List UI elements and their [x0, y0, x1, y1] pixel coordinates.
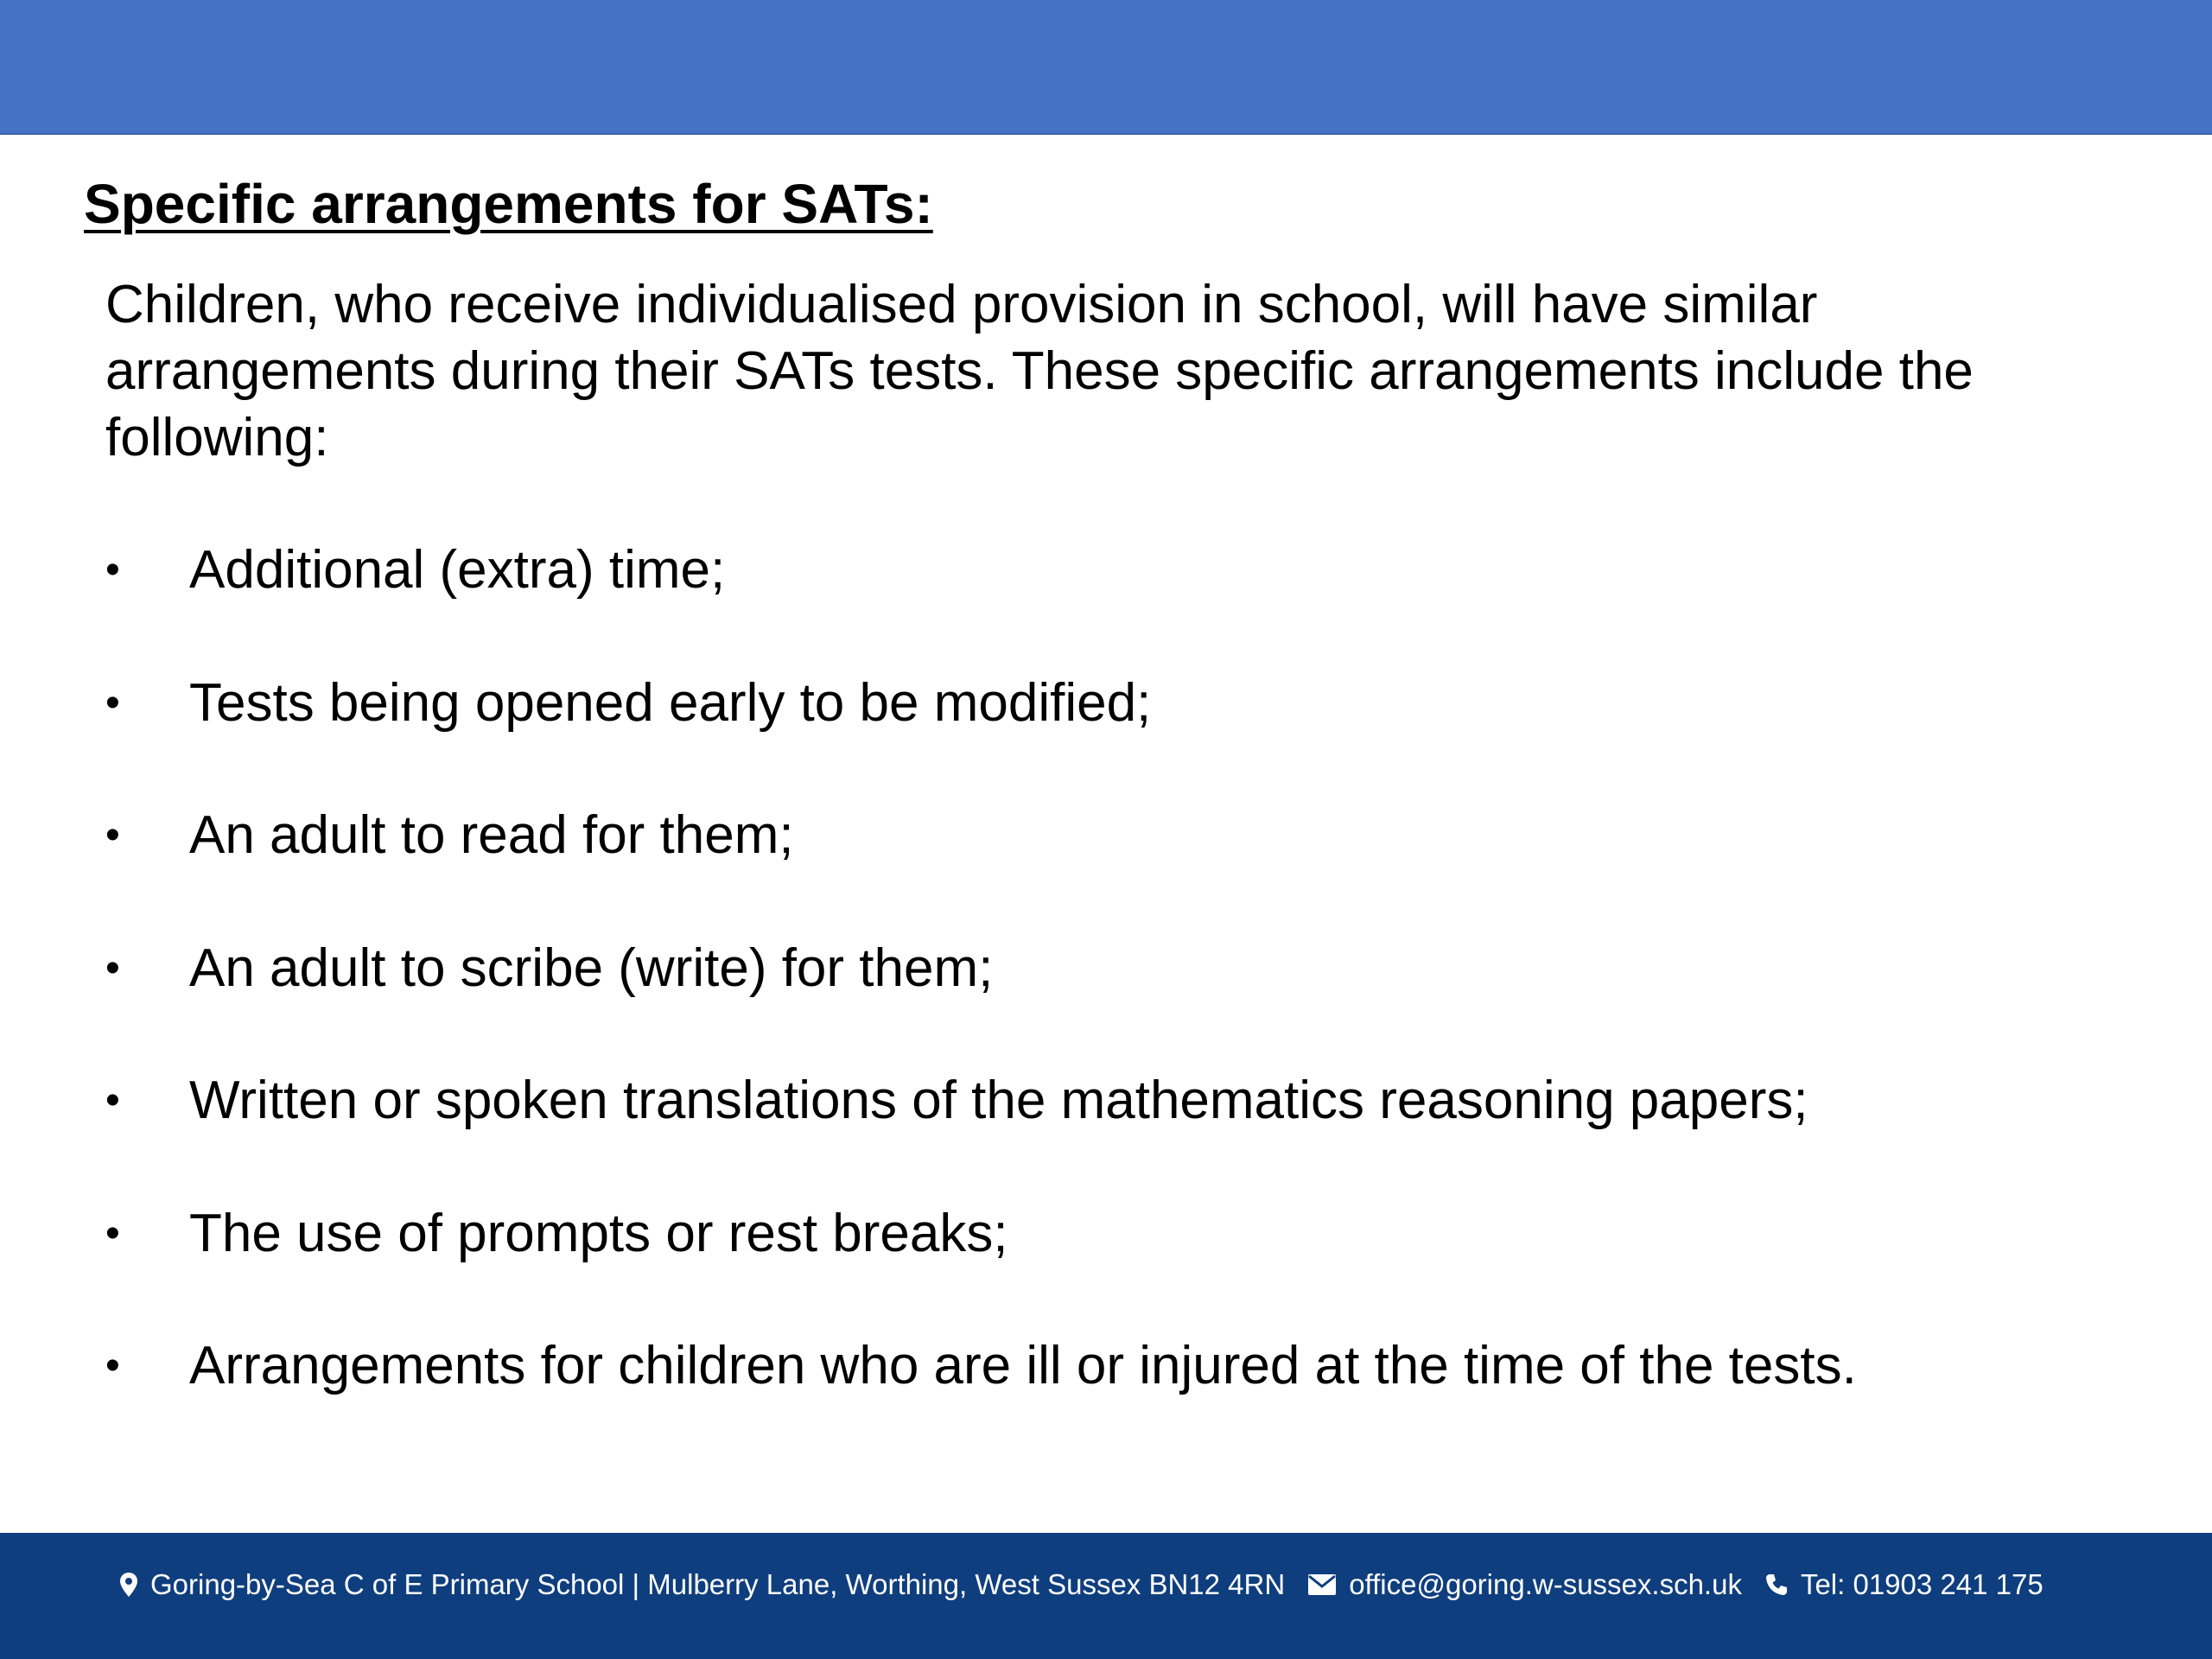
slide-heading: Specific arrangements for SATs: [84, 173, 933, 235]
footer-band [0, 1533, 2212, 1659]
list-item [0, 801, 2212, 934]
list-item [0, 1199, 2212, 1332]
bullet-icon: • [105, 679, 120, 726]
intro-paragraph: Children, who receive individualised provision in school, will have similar arrangements during their SATs tests. These specific arrangements include the following: [105, 275, 1974, 467]
list-item [0, 536, 2212, 669]
bullet-icon: • [105, 1343, 120, 1389]
contact-bar [119, 1559, 2044, 1611]
list-item-text: Tests being opened early to be modified; [189, 672, 1152, 733]
phone-number: Tel: 01903 241 175 [1800, 1568, 2044, 1600]
list-item-text: Written or spoken translations of the mathematics reasoning papers; [189, 1071, 1808, 1130]
arrangements-list [0, 536, 2212, 1465]
list-item-text: Additional (extra) time; [189, 540, 726, 600]
bullet-icon: • [105, 1077, 120, 1123]
list-item-text: The use of prompts or rest breaks; [189, 1203, 1008, 1263]
school-address: Goring-by-Sea C of E Primary School | Mulberry Lane, Worthing, West Sussex BN12 4RN [150, 1568, 1286, 1600]
envelope-icon [1307, 1573, 1337, 1596]
list-item-text: An adult to read for them; [189, 805, 794, 865]
phone-icon [1764, 1573, 1789, 1597]
list-item [0, 1332, 2212, 1465]
list-item [0, 1066, 2212, 1199]
bullet-icon: • [105, 547, 120, 593]
bullet-icon: • [105, 944, 120, 991]
list-item-text: An adult to scribe (write) for them; [189, 938, 994, 998]
header-band [0, 0, 2212, 135]
bullet-icon: • [105, 1210, 120, 1256]
list-item [0, 934, 2212, 1067]
list-item [0, 669, 2212, 802]
email-link[interactable]: office@goring.w-sussex.sch.uk [1349, 1568, 1742, 1600]
list-item-text: Arrangements for children who are ill or injured at the time of the tests. [189, 1336, 1857, 1395]
map-pin-icon [119, 1572, 138, 1598]
bullet-icon: • [105, 812, 120, 858]
